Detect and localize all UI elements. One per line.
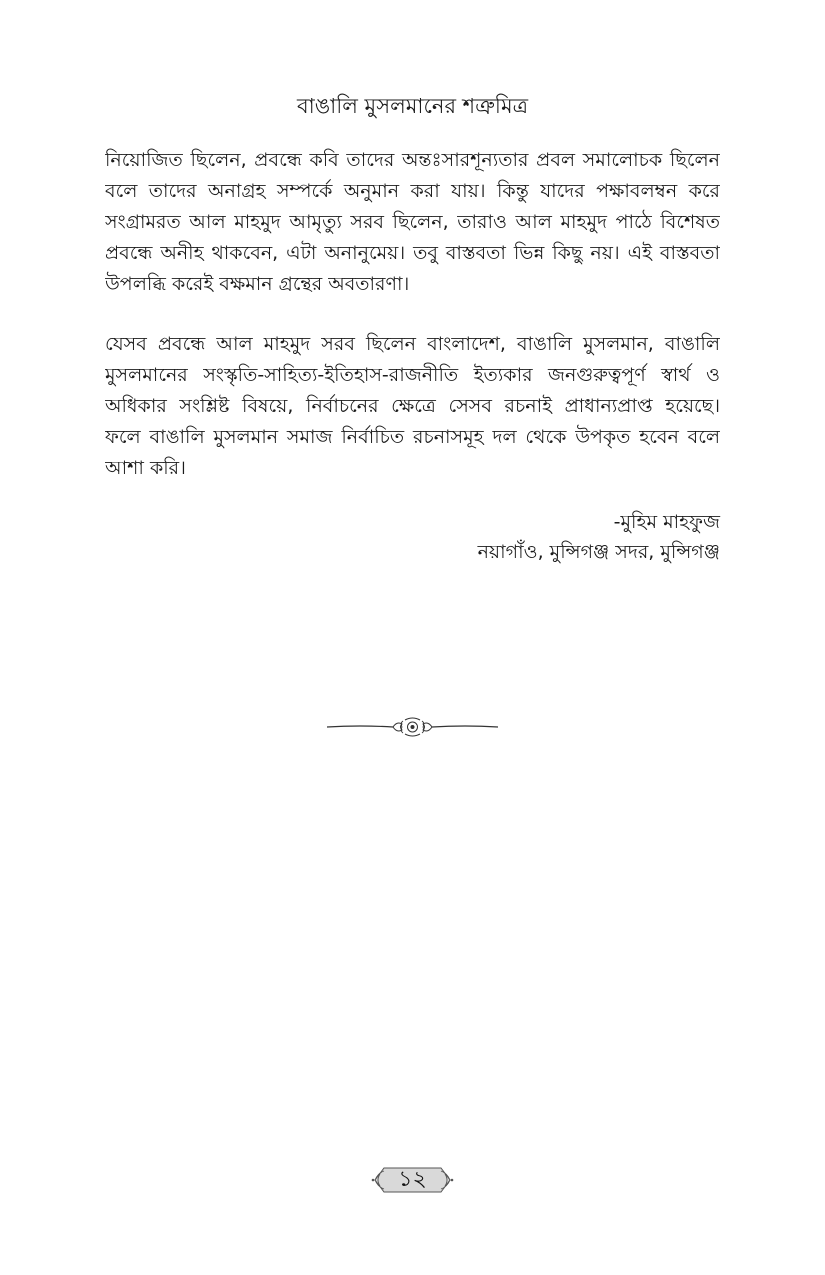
paragraph-1 — [105, 145, 720, 300]
paragraph-line: বলে তাদের অনাগ্রহ সম্পর্কে অনুমান করা যায়। কিন্তু যাদের পক্ষাবলম্বন করে — [105, 180, 720, 202]
paragraph-line: আশা করি। — [105, 457, 186, 479]
paragraph-2 — [105, 329, 720, 484]
paragraph-line: নিয়োজিত ছিলেন, প্রবন্ধে কবি তাদের অন্তঃসারশূন্যতার প্রবল সমালোচক ছিলেন — [105, 149, 720, 171]
paragraph-line: উপলব্ধি করেই বক্ষমান গ্রন্থের অবতারণা। — [105, 273, 410, 295]
page-number: ১২ — [398, 1167, 427, 1192]
running-head-title: বাঙালি মুসলমানের শত্রুমিত্র — [296, 94, 529, 118]
paragraph-line: সংগ্রামরত আল মাহমুদ আমৃত্যু সরব ছিলেন, তারাও আল মাহমুদ পাঠে বিশেষত — [105, 211, 720, 233]
paragraph-line: অধিকার সংশ্লিষ্ট বিষয়ে, নির্বাচনের ক্ষেত্রে সেসব রচনাই প্রাধান্যপ্রাপ্ত হয়েছে। — [105, 395, 720, 417]
author-signature: -মুহিম মাহফুজ — [613, 511, 720, 533]
author-location: নয়াগাঁও, মুন্সিগঞ্জ সদর, মুন্সিগঞ্জ — [477, 541, 720, 563]
paragraph-line: ফলে বাঙালি মুসলমান সমাজ নির্বাচিত রচনাসমূহ দল থেকে উপকৃত হবেন বলে — [105, 426, 720, 448]
paragraph-line: প্রবন্ধে অনীহ থাকবেন, এটা অনানুমেয়। তবু বাস্তবতা ভিন্ন কিছু নয়। এই বাস্তবতা — [105, 242, 720, 264]
paragraph-line: যেসব প্রবন্ধে আল মাহমুদ সরব ছিলেন বাংলাদেশ, বাঙালি মুসলমান, বাঙালি — [105, 333, 720, 355]
ornament-divider-icon — [325, 712, 500, 742]
paragraph-line: মুসলমানের সংস্কৃতি-সাহিত্য-ইতিহাস-রাজনীতি ইত্যকার জনগুরুত্বপূর্ণ স্বার্থ ও — [105, 364, 720, 386]
